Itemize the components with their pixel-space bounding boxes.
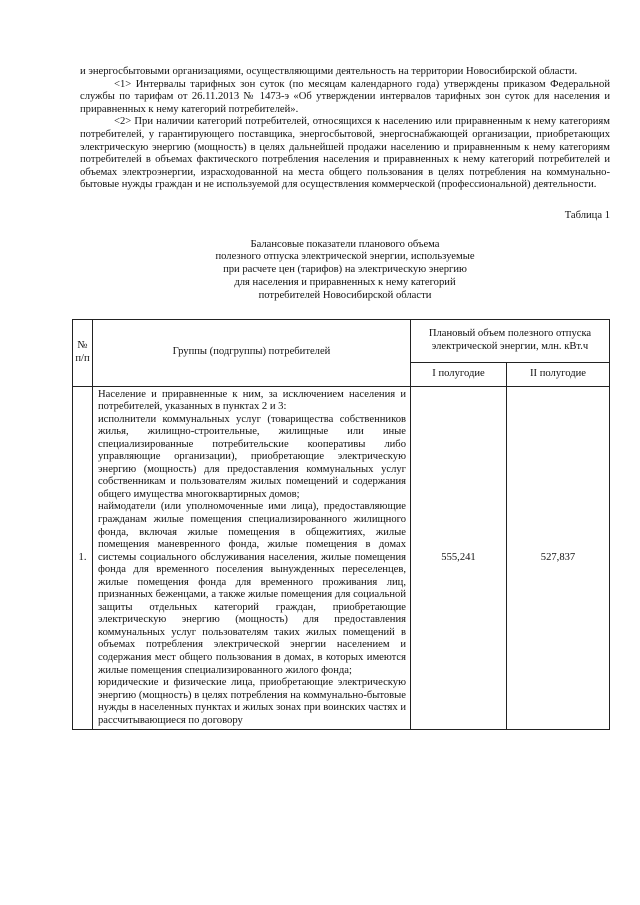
caption-line-1: Балансовые показатели планового объема [250,238,440,250]
group-intro: Население и приравненные к ним, за исключением населения и потребителей, указанных в пунктах 2 и 3: [98,388,406,413]
table-caption [80,239,610,303]
group-legal-entities: юридические и физические лица, приобретающие электрическую энергию (мощность) в целях потребления на коммунально-бытовые нужды в населенных пунктах и жилых зонах при воинских частях и рассчитывающиеся по договору [98,677,406,726]
row-number: 1. [73,386,93,730]
caption-line-4: для населения и приравненных к нему категорий [234,276,456,288]
group-landlords: наймодатели (или уполномоченные ими лица), предоставляющие гражданам жилые помещения специализированного жилищного фонда, включая жилые помещения в общежитиях, жилые помещения маневренного фонда, жилые помещения в домах системы социального обслуживания населения, жилые помещения фонда для временного поселения вынужденных переселенцев, жилые помещения фонда для временного проживания лиц, признанных беженцами, а также жилые помещения для социальной защиты отдельных категорий граждан, приобретающие электрическую энергию (мощность) для предоставления коммунальных услуг пользователям таких жилых помещений в объемах потребления электрической энергии населением и содержания мест общего пользования в домах, в которых имеются жилые помещения специализированного жилого фонда; [98,501,406,676]
value-half-2: 527,837 [507,386,610,730]
header-group: Группы (подгруппы) потребителей [93,319,411,386]
caption-line-3: при расчете цен (тарифов) на электрическую энергию [223,264,467,276]
footnote-1: <1> Интервалы тарифных зон суток (по месяцам календарного года) утверждены приказом Федеральной службы по тарифам от 26.11.2013 № 1473-э «Об утверждении интервалов тарифных зон суток для населения и приравненных к нему категорий потребителей». [80,78,610,115]
group-utilities: исполнители коммунальных услуг (товарищества собственников жилья, жилищно-строительные, жилищные или иные специализированные потребительские кооперативы либо управляющие организации), приобретающие электрическую энергию (мощность) для предоставления коммунальных услуг собственникам и пользователям жилых помещений и содержания общего имущества многоквартирных домов; [98,413,406,500]
header-half-2: II полугодие [507,362,610,386]
balance-table [72,319,610,731]
row-group-description [93,386,411,730]
header-half-1: I полугодие [411,362,507,386]
footnote-2: <2> При наличии категорий потребителей, относящихся к населению или приравненным к нему категориям потребителей, у гарантирующего поставщика, энергосбытовой, энергоснабжающей организации, приобретающих электрическую энергию (мощность) в целях дальнейшей продажи населению и приравненным к нему категориям потребителей в объемах фактического потребления населения и приравненных к нему категорий потребителей и объемах электроэнергии, израсходованной на места общего пользования в целях потребления на коммунально-бытовые нужды граждан и не используемой для осуществления коммерческой (профессиональной) деятельности. [80,116,610,191]
table-label: Таблица 1 [564,209,610,221]
caption-line-2: полезного отпуска электрической энергии, используемые [215,251,475,263]
table-row [73,386,610,730]
header-volume: Плановый объем полезного отпуска электрической энергии, млн. кВт.ч [411,319,610,362]
document-page [75,66,610,730]
caption-line-5: потребителей Новосибирской области [258,289,432,301]
intro-continuation: и энергосбытовыми организациями, осуществляющими деятельность на территории Новосибирской области. [80,66,578,77]
header-number: № п/п [73,319,93,386]
value-half-1: 555,241 [411,386,507,730]
